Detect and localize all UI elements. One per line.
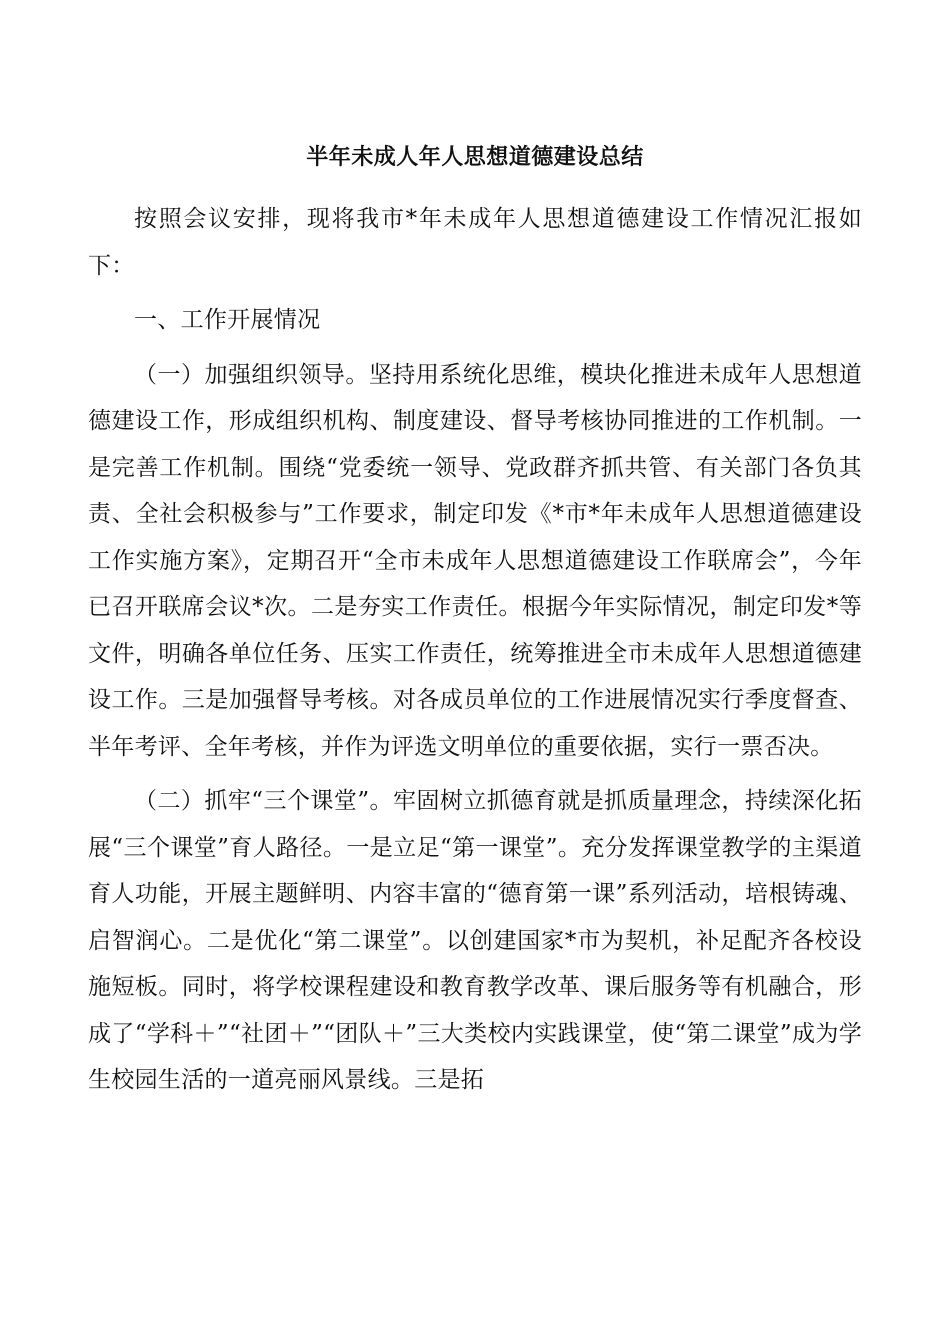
section-heading: 一、工作开展情况 <box>134 307 321 333</box>
paragraph-organization: （一）加强组织领导。坚持用系统化思维，模块化推进未成年人思想道德建设工作，形成组织机构、制度建设、督导考核协同推进的工作机制。一是完善工作机制。围绕“党委统一领导、党政群齐抓共管、有关部门各负其责、全社会积极参与”工作要求，制定印发《*市*年未成年人思想道德建设工作实施方案》，定期召开“全市未成年人思想道德建设工作联席会”，今年已召开联席会议*次。二是夯实工作责任。根据今年实际情况，制定印发*等文件，明确各单位任务、压实工作责任，统筹推进全市未成年人思想道德建设工作。三是加强督导考核。对各成员单位的工作进展情况实行季度督查、半年考评、全年考核，并作为评选文明单位的重要依据，实行一票否决。 <box>88 361 862 760</box>
intro-paragraph: 按照会议安排，现将我市*年未成年人思想道德建设工作情况汇报如下： <box>88 206 862 279</box>
document-page <box>88 140 862 1112</box>
paragraph-three-classrooms: （二）抓牢“三个课堂”。牢固树立抓德育就是抓质量理念，持续深化拓展“三个课堂”育人路径。一是立足“第一课堂”。充分发挥课堂教学的主渠道育人功能，开展主题鲜明、内容丰富的“德育第一课”系列活动，培根铸魂、启智润心。二是优化“第二课堂”。以创建国家*市为契机，补足配齐各校设施短板。同时，将学校课程建设和教育教学改革、课后服务等有机融合，形成了“学科＋”“社团＋”“团队＋”三大类校内实践课堂，使“第二课堂”成为学生校园生活的一道亮丽风景线。三是拓 <box>88 788 862 1093</box>
document-title: 半年未成人年人思想道德建设总结 <box>306 145 644 170</box>
